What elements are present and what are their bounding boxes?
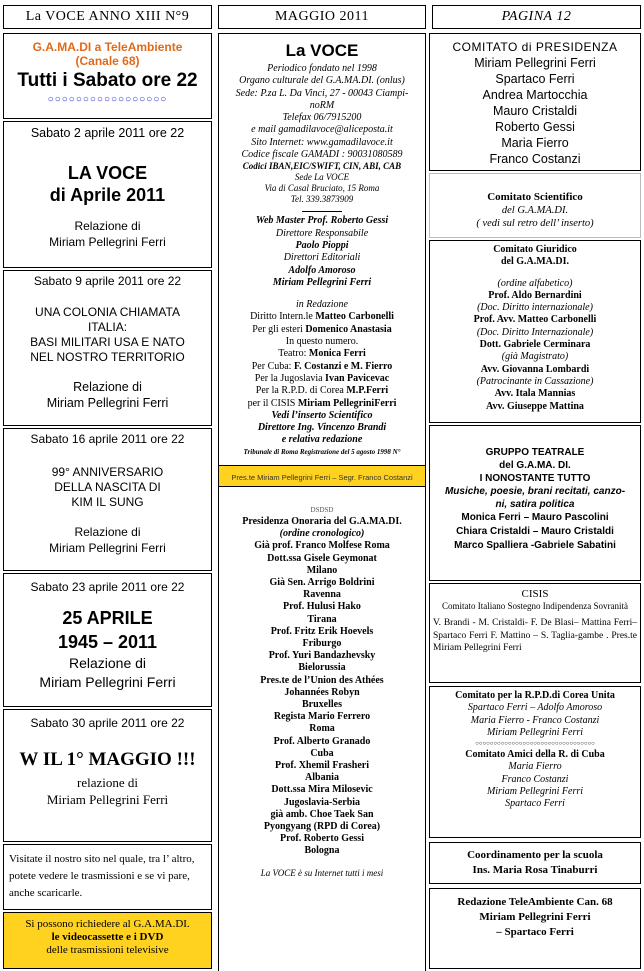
event-title: NEL NOSTRO TERRITORIO — [30, 350, 185, 364]
event-title: 1945 – 2011 — [57, 632, 158, 652]
comitato-title: COMITATO di PRESIDENZA — [452, 40, 618, 54]
corea-member: Spartaco Ferri – Adolfo Amoroso — [467, 702, 603, 714]
president-bar — [219, 465, 425, 487]
giuridico-member: Prof. Avv. Matteo Carbonelli — [473, 314, 597, 326]
gruppo-teatrale — [429, 425, 641, 581]
corea-member: Miriam Pellegrini Ferri — [486, 726, 584, 738]
honorary-line: Pyongyang (RPD di Corea) — [263, 820, 381, 832]
giuridico-note: (Patrocinante in Cassazione) — [476, 375, 594, 387]
vedi-line: Direttore Ing. Vincenzo Brandi — [257, 422, 387, 434]
red-line — [219, 324, 425, 336]
red-name: Ivan Pavicevac — [325, 372, 390, 384]
promo-dots: ○○○○○○○○○○○○○○○○○ — [47, 94, 168, 105]
honorary-line: Dott.ssa Mira Milosevic — [271, 784, 373, 796]
teatro-member: Monica Ferri – Mauro Pascolini — [461, 512, 609, 523]
info-line: Sito Internet: www.gamadilavoce.it — [251, 136, 393, 148]
honorary-line: Pres.te de l’Union des Athées — [260, 674, 384, 686]
honorary-line: Albania — [305, 772, 339, 784]
sede-line: Via di Casal Bruciato, 15 Roma — [264, 183, 380, 194]
event-title: ITALIA: — [87, 320, 128, 334]
comitato-giuridico — [429, 240, 641, 423]
honorary-line: Roma — [309, 723, 335, 735]
sigla: DSDSD — [310, 505, 334, 514]
event-sub: Miriam Pellegrini Ferri — [39, 674, 176, 690]
cuba-title: Comitato Amici della R. di Cuba — [465, 749, 605, 761]
event-date: Sabato 9 aprile 2011 ore 22 — [33, 274, 182, 288]
red-role: Diritto Intern.le — [250, 311, 316, 323]
info-line: Organo culturale del G.A.MA.DI. (onlus) — [239, 75, 405, 87]
honorary-line: Cuba — [310, 747, 334, 759]
redazione-teleambiente — [429, 888, 641, 969]
coordinamento-scuola — [429, 842, 641, 884]
comitato-presidenza — [429, 33, 641, 171]
comitato-member: Andrea Martocchia — [482, 88, 588, 102]
event-title: LA VOCE — [67, 163, 148, 183]
staff-line: Direttori Editoriali — [283, 252, 361, 264]
event-sub: Relazione di — [73, 380, 142, 394]
comitato-member: Miriam Pellegrini Ferri — [474, 56, 596, 70]
header-center — [218, 5, 426, 29]
visit-website — [3, 844, 212, 910]
teatro-desc: ni, satira politica — [495, 499, 575, 510]
event-sub: Miriam Pellegrini Ferri — [46, 396, 169, 410]
header-left — [3, 5, 212, 29]
red-role: Teatro: — [278, 348, 309, 360]
month-label: MAGGIO 2011 — [274, 9, 370, 24]
honorary-line: Prof. Fritz Erik Hoevels — [270, 625, 374, 637]
cisis-sub: Comitato Italiano Sostegno Indipendenza Sovranità — [442, 601, 628, 611]
sede-line: Sede La VOCE — [294, 172, 350, 183]
issue-label: La VOCE ANNO XIII N°9 — [25, 9, 190, 24]
giuridico-member: Dott. Gabriele Cerminara — [479, 339, 591, 351]
event-title: KIM IL SUNG — [71, 495, 144, 509]
red-line — [219, 311, 425, 323]
event-title: BASI MILITARI USA E NATO — [30, 335, 185, 349]
honorary-line: Già Sen. Arrigo Boldrini — [269, 576, 375, 588]
order-line2: le videocassette e i DVD — [51, 931, 164, 943]
honorary-title: Presidenza Onoraria del G.A.MA.DI. — [242, 515, 402, 527]
teatro-member: Chiara Cristaldi – Mauro Cristaldi — [456, 526, 614, 537]
event-1 — [3, 121, 212, 268]
honorary-line: Bologna — [304, 845, 340, 857]
comitato-member: Maria Fierro — [501, 136, 569, 150]
event-title: DELLA NASCITA DI — [54, 480, 161, 494]
info-line: Periodico fondato nel 1998 — [267, 63, 377, 74]
cuba-member: Spartaco Ferri — [505, 798, 565, 810]
event-sub: Miriam Pellegrini Ferri — [49, 235, 166, 249]
honorary-line: Ravenna — [303, 589, 341, 601]
event-5 — [3, 709, 212, 842]
event-title: 99° ANNIVERSARIO — [51, 465, 164, 479]
event-sub: Relazione di — [74, 525, 141, 539]
event-date: Sabato 16 aprile 2011 ore 22 — [30, 432, 185, 446]
teatro-title: del G.A.MA. DI. — [499, 460, 571, 471]
corea-member: Maria Fierro - Franco Costanzi — [470, 714, 600, 726]
redazione-block — [219, 311, 425, 409]
red-name: Monica Ferri — [308, 348, 366, 360]
event-2 — [3, 270, 212, 426]
red-name: Domenico Anastasia — [305, 323, 392, 335]
giuridico-sub: (ordine alfabetico) — [497, 277, 573, 289]
teatro-desc: Musiche, poesie, brani recitati, canzo- — [444, 486, 626, 497]
masthead-info — [219, 63, 425, 161]
giuridico-member: Avv. Itala Mannias — [494, 388, 576, 400]
comitato-corea-cuba — [429, 686, 641, 838]
staff-line: Web Master Prof. Roberto Gessi — [255, 215, 389, 227]
promo-line2: (Canale 68) — [75, 54, 140, 68]
scientifico-line: ( vedi sul retro dell’ inserto) — [476, 218, 594, 229]
redazione-member: Miriam Pellegrini Ferri — [479, 911, 591, 923]
scientifico-line: del G.A.MA.DI. — [501, 205, 569, 216]
visit-text: Visitate il nostro sito nel quale, tra l’ altro, potete vedere le trasmissioni e se vi pare, anche scaricarle. — [9, 853, 195, 899]
giuridico-member: Prof. Aldo Bernardini — [488, 289, 582, 301]
red-name: Matteo Carbonelli — [315, 311, 394, 323]
red-role: Per la Jugoslavia — [254, 372, 326, 384]
order-line1: Si possono richiedere al G.A.MA.DI. — [25, 918, 190, 930]
event-sub: Relazione di — [74, 219, 141, 233]
giuridico-member: Avv. Giovanna Lombardi — [480, 363, 590, 375]
info-line: Codice fiscale GAMADI : 90031080589 — [241, 149, 403, 161]
event-3 — [3, 428, 212, 571]
scuola-title: Coordinamento per la scuola — [467, 849, 603, 861]
honorary-line: Jugoslavia-Serbia — [283, 796, 361, 808]
comitato-member: Mauro Cristaldi — [492, 104, 578, 118]
event-title: di Aprile 2011 — [49, 185, 166, 205]
teatro-title: GRUPPO TEATRALE — [485, 447, 585, 458]
sede-line: Tel. 339.3873909 — [290, 194, 354, 205]
staff-block — [219, 215, 425, 289]
teatro-member: Marco Spalliera -Gabriele Sabatini — [454, 540, 616, 551]
red-role: per il CISIS — [247, 397, 298, 409]
event-title: UNA COLONIA CHIAMATA — [35, 305, 180, 319]
cuba-member: Franco Costanzi — [501, 773, 569, 785]
dots-divider: ○○○○○○○○○○○○○○○○○○○○○○○○○○○○○○○○○ — [475, 741, 595, 748]
info-line: e mail gamadilavoce@aliceposta.it — [251, 124, 393, 136]
codici-line: Codici IBAN,EIC/SWIFT, CIN, ABI, CAB — [242, 161, 402, 172]
honorary-line: Prof. Roberto Gessi — [280, 833, 364, 845]
teatro-title: I NONOSTANTE TUTTO — [479, 473, 591, 484]
honorary-list — [219, 540, 425, 857]
honorary-line: già amb. Choe Taek San — [270, 808, 374, 820]
honorary-line: Prof. Xhemil Frasheri — [275, 759, 369, 771]
honorary-line: Regista Mario Ferrero — [273, 711, 371, 723]
comitato-member: Spartaco Ferri — [495, 72, 575, 86]
cuba-member: Miriam Pellegrini Ferri — [486, 786, 584, 798]
tv-promo — [3, 33, 212, 119]
promo-line1: G.A.MA.DI a TeleAmbiente — [32, 40, 183, 54]
red-line — [219, 348, 425, 360]
internet-footer: La VOCE è su Internet tutti i mesi — [260, 867, 384, 878]
red-role: Per Cuba: — [251, 360, 294, 372]
president-text: Pres.te Miriam Pellegrini Ferri – Segr. Franco Costanzi — [231, 472, 413, 482]
info-line: Sede: P.za L. Da Vinci, 27 - 00043 Ciampi- — [235, 87, 409, 99]
event-sub: Relazione di — [68, 655, 147, 671]
event-date: Sabato 30 aprile 2011 ore 22 — [30, 716, 185, 730]
vedi-line: Vedi l’inserto Scientifico — [271, 409, 373, 421]
corea-title: Comitato per la R.P.D.di Corea Unita — [455, 690, 615, 701]
honorary-line: Bielorussia — [298, 662, 346, 674]
comitato-scientifico — [429, 173, 641, 238]
giuridico-title: Comitato Giuridico — [493, 244, 577, 255]
vedi-line: e relativa redazione — [281, 434, 363, 446]
masthead — [218, 33, 426, 971]
order-line3: delle trasmissioni televisive — [46, 944, 169, 956]
event-4 — [3, 573, 212, 707]
event-sub: relazione di — [77, 775, 138, 790]
giuridico-note: (Doc. Diritto internazionale) — [477, 302, 593, 314]
honorary-line: Già prof. Franco Molfese Roma — [254, 540, 390, 552]
red-line — [219, 373, 425, 385]
red-role: In questo numero. — [285, 336, 359, 348]
honorary-sub: (ordine cronologico) — [279, 528, 365, 540]
honorary-line: Prof. Alberto Granado — [273, 735, 371, 747]
honorary-line: Tirana — [307, 613, 337, 625]
staff-line: Direttore Responsabile — [275, 227, 369, 239]
divider — [302, 211, 342, 212]
order-dvd — [3, 912, 212, 969]
comitato-member: Roberto Gessi — [495, 120, 575, 134]
event-date: Sabato 2 aprile 2011 ore 22 — [30, 126, 185, 140]
giuridico-title: del G.A.MA.DI. — [500, 256, 570, 268]
red-name: M.P.Ferri — [346, 385, 389, 397]
scientifico-title: Comitato Scientifico — [487, 191, 583, 203]
page-label: PAGINA 12 — [501, 9, 572, 24]
honorary-line: Prof. Yuri Bandazhevsky — [268, 650, 376, 662]
cisis-body: V. Brandi - M. Cristaldi- F. De Blasi– Mattina Ferri– Spartaco Ferri F. Mattino – S. Taglia-gambe . Pres.te Miriam Pellegrini Ferri — [433, 618, 637, 653]
honorary-line: Milano — [306, 564, 338, 576]
redazione-label: in Redazione — [296, 299, 348, 311]
red-line — [219, 385, 425, 397]
header-right — [432, 5, 641, 29]
masthead-title: La VOCE — [285, 41, 359, 60]
giuridico-note: (già Magistrato) — [501, 351, 569, 363]
honorary-line: Bruxelles — [302, 698, 342, 710]
info-line: noRM — [309, 99, 335, 111]
staff-line: Adolfo Amoroso — [288, 264, 356, 276]
red-name: Miriam PellegriniFerri — [297, 397, 397, 409]
red-line — [219, 361, 425, 373]
comitato-member: Franco Costanzi — [489, 152, 581, 166]
event-title: W IL 1° MAGGIO !!! — [19, 749, 196, 770]
redazione-title: Redazione TeleAmbiente Can. 68 — [457, 896, 613, 908]
honorary-line: Prof. Hulusi Hako — [283, 601, 361, 613]
cuba-member: Maria Fierro — [508, 761, 562, 773]
giuridico-member: Avv. Giuseppe Mattina — [486, 400, 584, 412]
scuola-name: Ins. Maria Rosa Tinaburri — [472, 864, 598, 876]
vedi-block — [219, 410, 425, 447]
staff-line: Miriam Pellegrini Ferri — [272, 276, 372, 288]
honorary-line: Dott.ssa Gisele Geymonat — [267, 552, 377, 564]
event-sub: Miriam Pellegrini Ferri — [46, 792, 169, 807]
cisis-title: CISIS — [521, 588, 549, 600]
tribunale-line: Tribunale di Roma Registrazione del 5 agosto 1998 N° — [243, 447, 401, 456]
staff-line: Paolo Pioppi — [295, 239, 349, 251]
info-line: Telefax 06/7915200 — [282, 112, 362, 124]
giuridico-note: (Doc. Diritto Internazionale) — [476, 326, 594, 338]
red-line — [219, 336, 425, 348]
red-role: Per gli esteri — [252, 323, 306, 335]
sede-block — [219, 172, 425, 205]
cisis — [429, 583, 641, 683]
promo-line3: Tutti i Sabato ore 22 — [17, 70, 198, 91]
redazione-member: – Spartaco Ferri — [496, 926, 574, 938]
red-role: Per la R.P.D. di Corea — [255, 385, 347, 397]
event-title: 25 APRILE — [62, 608, 153, 628]
event-date: Sabato 23 aprile 2011 ore 22 — [30, 580, 185, 594]
event-sub: Miriam Pellegrini Ferri — [49, 541, 166, 555]
red-line — [219, 398, 425, 410]
honorary-line: Friburgo — [302, 637, 342, 649]
red-name: F. Costanzi e M. Fierro — [293, 360, 393, 372]
honorary-line: Johannées Robyn — [284, 686, 360, 698]
